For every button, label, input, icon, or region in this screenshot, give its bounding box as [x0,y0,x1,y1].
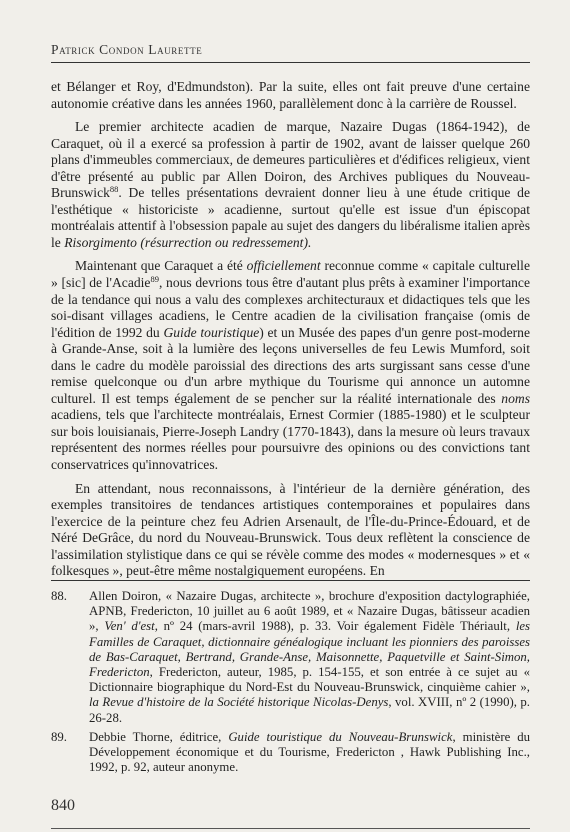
footnote-number: 88. [51,589,67,603]
p3-italic-officiellement: officiellement [246,258,321,274]
footnote-88 [51,589,530,726]
footer-rule [51,828,530,829]
footnote-number: 89. [51,729,67,744]
footnotes [51,589,530,779]
paragraph-3 [51,258,530,473]
page-number: 840 [51,797,75,814]
p3-italic-noms: noms [501,390,530,406]
footnote-ref-88: 88 [109,184,119,195]
footnote-italic-segment: les Familles de Caraquet, dictionnaire généalogique incluant les pionniers des paroisses de Bas-Caraquet, Bertrand, Grande-Anse, Maisonnette, Paquetville et Saint-Simon, Fredericton [89,619,531,680]
p3-italic-guide: Guide touristique [163,324,260,340]
running-header: Patrick Condon Laurette [51,42,203,57]
footnote-italic-segment: Ven' d'est [104,619,155,634]
footnote-text [89,730,530,776]
header-rule [51,62,530,63]
footnote-italic-segment: la Revue d'histoire de la Société historique Nicolas-Denys [89,695,389,710]
body-text [51,79,530,587]
p2-text-b: . De telles présentations devraient donner lieu à une étude critique de l'esthétique « historiciste » acadienne, surtout qu'elle est issue d'un épiscopat montréalais attentif à l'obsession papale au sujet des dangers du libéralisme italien après le [51,185,530,250]
paragraph-1: et Bélanger et Roy, d'Edmundston). Par la suite, elles ont fait preuve d'une certaine autonomie créative dans les années 1960, parallèlement donc à la carrière de Roussel. [51,79,530,111]
p3-text-c: , nous devrions tous être d'autant plus prêts à examiner l'importance de la tendance qui nous a valu des complexes architecturaux et didactiques tels que les soi-disant villages acadiens, le Centre acadien de la civilisation française (omis de l'édition de 1992 du [51,275,531,340]
footnote-ref-89: 89 [150,274,159,285]
footnote-89 [51,730,530,776]
p3-text-b: reconnue comme « capitale culturelle » [sic] de l'Acadie [51,258,530,291]
p3-text-e: acadiens, tels que l'architecte montréalais, Ernest Cormier (1885-1980) et le sculpteur sur bois louisianais, Pierre-Joseph Landry (1770-1843), dans la mesure où leurs travaux représentent des normes réelles pour poursuivre des opinions ou des convictions tant conservatrices qu'innovatrices. [51,407,530,473]
p3-text-d: ) et un Musée des papes d'un genre post-moderne à Grande-Anse, soit à la lumière des leçons universelles de feu Lewis Mumford, soit dans le cadre du modèle paroissial des directions des arts surgissant sans cesse d'une remise quelconque ou d'un arbre mythique du Tourisme qui annonce un automne culturel. Il est temps également de se pencher sur la réalité internationale des [51,324,530,406]
p3-text-a: Maintenant que Caraquet a été [75,258,247,274]
p2-italic: Risorgimento (résurrection ou redressement). [64,234,312,250]
footnote-segment: , nº 24 (mars-avril 1988), p. 33. Voir également Fidèle Thériault, [154,619,516,634]
p2-text-a: Le premier architecte acadien de marque, Nazaire Dugas (1864-1942), de Caraquet, où il a exercé sa profession à partir de 1902, avant de laisser quelque 260 plans d'immeubles commerciaux, de demeures particulières et d'édifices religieux, vient d'être présenté au public par Allen Doiron, des Archives publiques du Nouveau-Brunswick [51,119,530,201]
footnote-segment: Allen Doiron, « Nazaire Dugas, architecte », brochure d'exposition dactylographiée, APNB, Fredericton, 10 juillet au 6 août 1989, et « Nazaire Dugas, bâtisseur acadien », [89,589,530,634]
paragraph-2 [51,119,530,251]
footnote-segment: , ministère du Développement économique et du Tourisme, Fredericton , Hawk Publishing Inc., 1992, p. 92, auteur anonyme. [89,729,531,775]
paragraph-4: En attendant, nous reconnaissons, à l'intérieur de la dernière génération, des exemples transitoires de tendances artistiques contemporaines et populaires dans l'exercice de la peinture chez feu Adrien Arsenault, de l'Île-du-Prince-Édouard, et de Néré DeGrâce, du nord du Nouveau-Brunswick. Tous deux reflètent la conscience de l'assimilation stylistique dans ce qui se révèle comme des modes « modernesques » et « folkesques », peut-être même nostalgiquement européens. En [51,480,530,579]
footnote-segment: , Fredericton, auteur, 1985, p. 154-155, et son entrée à ce sujet au « Dictionnaire biographique du Nord-Est du Nouveau-Brunswick, cinquième cahier », [89,665,530,695]
footnote-segment: Debbie Thorne, éditrice, [89,729,229,744]
footnote-text [89,589,530,726]
footnote-segment: , vol. XVIII, nº 2 (1990), p. 26-28. [89,695,530,725]
footnote-rule [51,580,530,581]
footnote-italic-segment: Guide touristique du Nouveau-Brunswick [228,729,453,744]
